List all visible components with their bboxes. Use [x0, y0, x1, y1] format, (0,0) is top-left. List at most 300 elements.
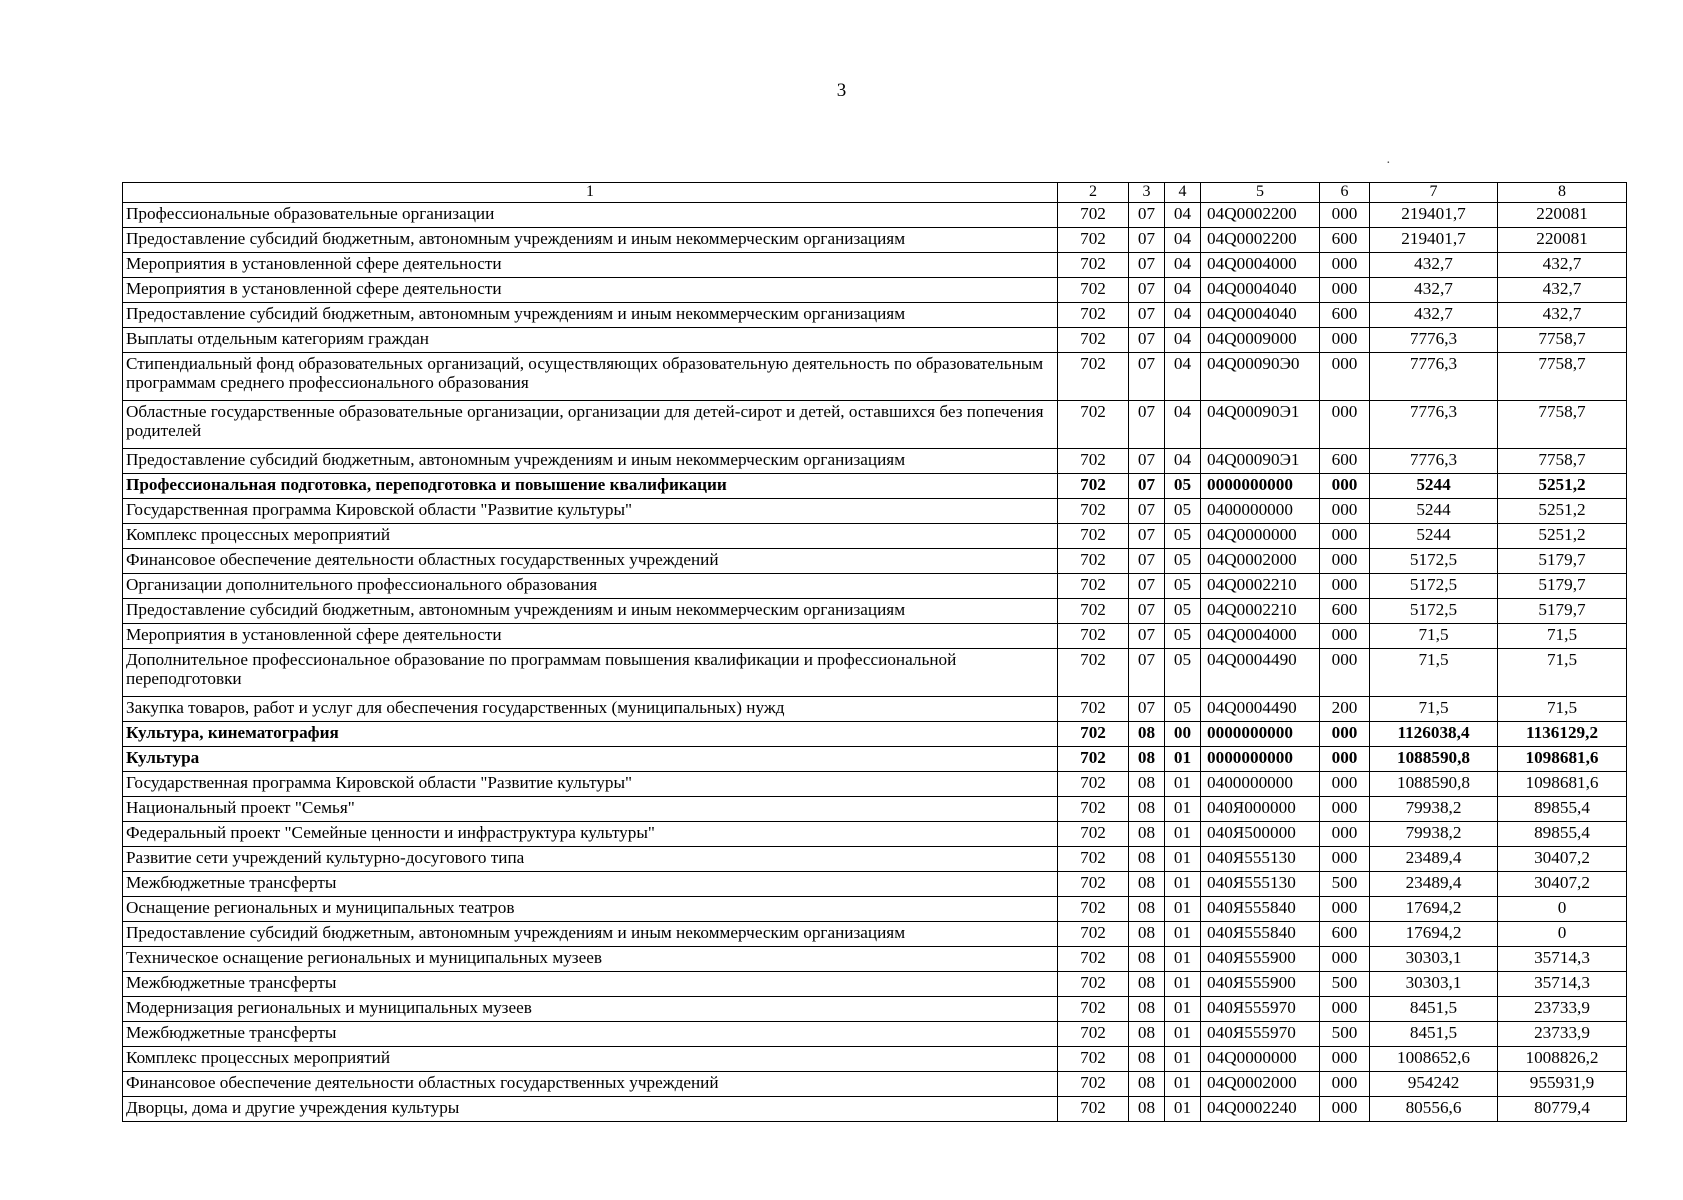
item-name-cell: Дополнительное профессиональное образование по программам повышения квалификации и профессиональной переподготовки [123, 649, 1058, 697]
item-name-cell: Стипендиальный фонд образовательных организаций, осуществляющих образовательную деятельность по образовательным программам среднего профессионального образования [123, 353, 1058, 401]
amount-year1-cell: 71,5 [1370, 624, 1498, 649]
amount-year1-cell: 432,7 [1370, 303, 1498, 328]
amount-year1-cell: 1088590,8 [1370, 772, 1498, 797]
amount-year1-cell: 5172,5 [1370, 574, 1498, 599]
expense-type-cell: 600 [1320, 449, 1370, 474]
scan-speck: · [1386, 156, 1391, 171]
target-article-cell: 04Q0002210 [1201, 599, 1320, 624]
amount-year2-cell: 35714,3 [1498, 947, 1627, 972]
table-row [123, 524, 1627, 549]
subsection-cell: 01 [1165, 772, 1201, 797]
subsection-cell: 05 [1165, 574, 1201, 599]
expense-type-cell: 000 [1320, 822, 1370, 847]
item-name-cell: Закупка товаров, работ и услуг для обеспечения государственных (муниципальных) нужд [123, 697, 1058, 722]
admin-code-cell: 702 [1058, 253, 1129, 278]
section-cell: 07 [1129, 474, 1165, 499]
subsection-cell: 05 [1165, 524, 1201, 549]
expense-type-cell: 600 [1320, 599, 1370, 624]
header-cell: 6 [1320, 183, 1370, 203]
expense-type-cell: 500 [1320, 872, 1370, 897]
section-cell: 07 [1129, 401, 1165, 449]
target-article-cell: 04Q0002000 [1201, 1072, 1320, 1097]
table-row [123, 1047, 1627, 1072]
expense-type-cell: 000 [1320, 897, 1370, 922]
admin-code-cell: 702 [1058, 401, 1129, 449]
item-name-cell: Предоставление субсидий бюджетным, автономным учреждениям и иным некоммерческим организациям [123, 599, 1058, 624]
item-name-cell: Финансовое обеспечение деятельности областных государственных учреждений [123, 1072, 1058, 1097]
subsection-cell: 01 [1165, 847, 1201, 872]
section-cell: 07 [1129, 449, 1165, 474]
section-cell: 07 [1129, 278, 1165, 303]
amount-year2-cell: 432,7 [1498, 303, 1627, 328]
amount-year1-cell: 71,5 [1370, 697, 1498, 722]
section-cell: 08 [1129, 772, 1165, 797]
table-row [123, 499, 1627, 524]
item-name-cell: Профессиональная подготовка, переподготовка и повышение квалификации [123, 474, 1058, 499]
section-cell: 07 [1129, 649, 1165, 697]
table-row [123, 353, 1627, 401]
section-cell: 08 [1129, 847, 1165, 872]
amount-year2-cell: 23733,9 [1498, 997, 1627, 1022]
expense-type-cell: 000 [1320, 772, 1370, 797]
amount-year1-cell: 7776,3 [1370, 328, 1498, 353]
section-cell: 07 [1129, 203, 1165, 228]
subsection-cell: 00 [1165, 722, 1201, 747]
amount-year2-cell: 1098681,6 [1498, 772, 1627, 797]
amount-year2-cell: 35714,3 [1498, 972, 1627, 997]
section-cell: 08 [1129, 947, 1165, 972]
amount-year1-cell: 5244 [1370, 524, 1498, 549]
amount-year2-cell: 0 [1498, 922, 1627, 947]
expense-type-cell: 000 [1320, 549, 1370, 574]
amount-year2-cell: 5251,2 [1498, 524, 1627, 549]
target-article-cell: 0400000000 [1201, 499, 1320, 524]
expense-type-cell: 600 [1320, 303, 1370, 328]
amount-year1-cell: 71,5 [1370, 649, 1498, 697]
item-name-cell: Национальный проект "Семья" [123, 797, 1058, 822]
header-cell: 8 [1498, 183, 1627, 203]
subsection-cell: 01 [1165, 922, 1201, 947]
target-article-cell: 04Q0002200 [1201, 228, 1320, 253]
expense-type-cell: 000 [1320, 947, 1370, 972]
section-cell: 08 [1129, 822, 1165, 847]
expense-type-cell: 000 [1320, 278, 1370, 303]
amount-year2-cell: 220081 [1498, 203, 1627, 228]
section-cell: 08 [1129, 1072, 1165, 1097]
admin-code-cell: 702 [1058, 228, 1129, 253]
admin-code-cell: 702 [1058, 722, 1129, 747]
admin-code-cell: 702 [1058, 278, 1129, 303]
section-cell: 08 [1129, 1097, 1165, 1122]
amount-year2-cell: 5251,2 [1498, 499, 1627, 524]
amount-year1-cell: 219401,7 [1370, 228, 1498, 253]
item-name-cell: Мероприятия в установленной сфере деятельности [123, 278, 1058, 303]
section-cell: 08 [1129, 1022, 1165, 1047]
table-row [123, 722, 1627, 747]
expense-type-cell: 000 [1320, 353, 1370, 401]
admin-code-cell: 702 [1058, 1022, 1129, 1047]
target-article-cell: 04Q0004000 [1201, 253, 1320, 278]
amount-year1-cell: 23489,4 [1370, 872, 1498, 897]
item-name-cell: Оснащение региональных и муниципальных театров [123, 897, 1058, 922]
target-article-cell: 04Q00090Э1 [1201, 449, 1320, 474]
target-article-cell: 0400000000 [1201, 772, 1320, 797]
target-article-cell: 04Q0002000 [1201, 549, 1320, 574]
admin-code-cell: 702 [1058, 772, 1129, 797]
section-cell: 08 [1129, 797, 1165, 822]
expense-type-cell: 000 [1320, 574, 1370, 599]
admin-code-cell: 702 [1058, 697, 1129, 722]
section-cell: 07 [1129, 524, 1165, 549]
page-number: 3 [836, 80, 847, 101]
amount-year2-cell: 89855,4 [1498, 822, 1627, 847]
table-row [123, 401, 1627, 449]
item-name-cell: Профессиональные образовательные организации [123, 203, 1058, 228]
item-name-cell: Организации дополнительного профессионального образования [123, 574, 1058, 599]
expense-type-cell: 000 [1320, 847, 1370, 872]
table-row [123, 972, 1627, 997]
header-cell: 7 [1370, 183, 1498, 203]
expense-type-cell: 600 [1320, 922, 1370, 947]
admin-code-cell: 702 [1058, 747, 1129, 772]
table-row [123, 228, 1627, 253]
table-row [123, 847, 1627, 872]
amount-year1-cell: 17694,2 [1370, 897, 1498, 922]
item-name-cell: Финансовое обеспечение деятельности областных государственных учреждений [123, 549, 1058, 574]
amount-year1-cell: 5172,5 [1370, 549, 1498, 574]
target-article-cell: 04Q0000000 [1201, 1047, 1320, 1072]
amount-year2-cell: 5179,7 [1498, 574, 1627, 599]
item-name-cell: Комплекс процессных мероприятий [123, 524, 1058, 549]
admin-code-cell: 702 [1058, 1097, 1129, 1122]
expense-type-cell: 000 [1320, 1047, 1370, 1072]
amount-year2-cell: 7758,7 [1498, 353, 1627, 401]
expense-type-cell: 000 [1320, 253, 1370, 278]
amount-year2-cell: 30407,2 [1498, 872, 1627, 897]
section-cell: 08 [1129, 997, 1165, 1022]
subsection-cell: 04 [1165, 449, 1201, 474]
section-cell: 07 [1129, 624, 1165, 649]
header-cell: 4 [1165, 183, 1201, 203]
target-article-cell: 04Q0002200 [1201, 203, 1320, 228]
subsection-cell: 04 [1165, 328, 1201, 353]
target-article-cell: 040Я555970 [1201, 997, 1320, 1022]
expense-type-cell: 000 [1320, 499, 1370, 524]
subsection-cell: 05 [1165, 649, 1201, 697]
expense-type-cell: 000 [1320, 649, 1370, 697]
section-cell: 07 [1129, 228, 1165, 253]
table-row [123, 624, 1627, 649]
expense-type-cell: 600 [1320, 228, 1370, 253]
table-row [123, 922, 1627, 947]
subsection-cell: 01 [1165, 822, 1201, 847]
table-row [123, 649, 1627, 697]
amount-year2-cell: 0 [1498, 897, 1627, 922]
item-name-cell: Культура [123, 747, 1058, 772]
item-name-cell: Предоставление субсидий бюджетным, автономным учреждениям и иным некоммерческим организациям [123, 303, 1058, 328]
item-name-cell: Мероприятия в установленной сфере деятельности [123, 253, 1058, 278]
table-row [123, 599, 1627, 624]
subsection-cell: 01 [1165, 1097, 1201, 1122]
target-article-cell: 040Я555130 [1201, 872, 1320, 897]
section-cell: 08 [1129, 922, 1165, 947]
item-name-cell: Межбюджетные трансферты [123, 872, 1058, 897]
subsection-cell: 05 [1165, 474, 1201, 499]
section-cell: 08 [1129, 872, 1165, 897]
table-row [123, 253, 1627, 278]
amount-year2-cell: 1008826,2 [1498, 1047, 1627, 1072]
section-cell: 07 [1129, 499, 1165, 524]
section-cell: 08 [1129, 747, 1165, 772]
subsection-cell: 04 [1165, 303, 1201, 328]
target-article-cell: 040Я000000 [1201, 797, 1320, 822]
target-article-cell: 04Q0004000 [1201, 624, 1320, 649]
target-article-cell: 04Q00090Э0 [1201, 353, 1320, 401]
table-row [123, 574, 1627, 599]
admin-code-cell: 702 [1058, 328, 1129, 353]
subsection-cell: 01 [1165, 997, 1201, 1022]
admin-code-cell: 702 [1058, 624, 1129, 649]
table-row [123, 278, 1627, 303]
admin-code-cell: 702 [1058, 872, 1129, 897]
expense-type-cell: 000 [1320, 328, 1370, 353]
admin-code-cell: 702 [1058, 474, 1129, 499]
amount-year1-cell: 5244 [1370, 499, 1498, 524]
expense-type-cell: 000 [1320, 474, 1370, 499]
amount-year1-cell: 954242 [1370, 1072, 1498, 1097]
table-row [123, 303, 1627, 328]
table-row [123, 997, 1627, 1022]
target-article-cell: 040Я555840 [1201, 897, 1320, 922]
item-name-cell: Модернизация региональных и муниципальных музеев [123, 997, 1058, 1022]
section-cell: 07 [1129, 697, 1165, 722]
subsection-cell: 04 [1165, 253, 1201, 278]
subsection-cell: 01 [1165, 872, 1201, 897]
subsection-cell: 05 [1165, 549, 1201, 574]
amount-year1-cell: 1088590,8 [1370, 747, 1498, 772]
amount-year1-cell: 79938,2 [1370, 822, 1498, 847]
admin-code-cell: 702 [1058, 897, 1129, 922]
admin-code-cell: 702 [1058, 524, 1129, 549]
target-article-cell: 040Я555900 [1201, 947, 1320, 972]
target-article-cell: 040Я555840 [1201, 922, 1320, 947]
expense-type-cell: 200 [1320, 697, 1370, 722]
admin-code-cell: 702 [1058, 499, 1129, 524]
expense-type-cell: 000 [1320, 524, 1370, 549]
subsection-cell: 04 [1165, 353, 1201, 401]
section-cell: 08 [1129, 897, 1165, 922]
admin-code-cell: 702 [1058, 549, 1129, 574]
expense-type-cell: 000 [1320, 722, 1370, 747]
target-article-cell: 040Я500000 [1201, 822, 1320, 847]
admin-code-cell: 702 [1058, 353, 1129, 401]
admin-code-cell: 702 [1058, 303, 1129, 328]
item-name-cell: Федеральный проект "Семейные ценности и инфраструктура культуры" [123, 822, 1058, 847]
expense-type-cell: 000 [1320, 401, 1370, 449]
amount-year1-cell: 219401,7 [1370, 203, 1498, 228]
admin-code-cell: 702 [1058, 1047, 1129, 1072]
subsection-cell: 05 [1165, 624, 1201, 649]
expense-type-cell: 000 [1320, 624, 1370, 649]
subsection-cell: 01 [1165, 1072, 1201, 1097]
header-cell: 3 [1129, 183, 1165, 203]
expense-type-cell: 000 [1320, 1097, 1370, 1122]
admin-code-cell: 702 [1058, 997, 1129, 1022]
section-cell: 07 [1129, 549, 1165, 574]
target-article-cell: 04Q0004490 [1201, 649, 1320, 697]
table-row [123, 747, 1627, 772]
admin-code-cell: 702 [1058, 649, 1129, 697]
amount-year1-cell: 23489,4 [1370, 847, 1498, 872]
item-name-cell: Мероприятия в установленной сфере деятельности [123, 624, 1058, 649]
target-article-cell: 04Q0002210 [1201, 574, 1320, 599]
amount-year1-cell: 80556,6 [1370, 1097, 1498, 1122]
amount-year2-cell: 89855,4 [1498, 797, 1627, 822]
section-cell: 07 [1129, 303, 1165, 328]
subsection-cell: 01 [1165, 897, 1201, 922]
amount-year2-cell: 5179,7 [1498, 549, 1627, 574]
subsection-cell: 01 [1165, 747, 1201, 772]
admin-code-cell: 702 [1058, 947, 1129, 972]
table-row [123, 1022, 1627, 1047]
header-row [123, 183, 1627, 203]
subsection-cell: 04 [1165, 401, 1201, 449]
item-name-cell: Государственная программа Кировской области "Развитие культуры" [123, 772, 1058, 797]
expense-type-cell: 000 [1320, 1072, 1370, 1097]
amount-year2-cell: 7758,7 [1498, 401, 1627, 449]
table-row [123, 697, 1627, 722]
target-article-cell: 040Я555900 [1201, 972, 1320, 997]
expense-type-cell: 000 [1320, 203, 1370, 228]
table-row [123, 947, 1627, 972]
amount-year1-cell: 432,7 [1370, 253, 1498, 278]
table-row [123, 872, 1627, 897]
target-article-cell: 04Q0004040 [1201, 278, 1320, 303]
amount-year1-cell: 432,7 [1370, 278, 1498, 303]
amount-year2-cell: 432,7 [1498, 253, 1627, 278]
amount-year2-cell: 1098681,6 [1498, 747, 1627, 772]
target-article-cell: 04Q0002240 [1201, 1097, 1320, 1122]
item-name-cell: Межбюджетные трансферты [123, 1022, 1058, 1047]
admin-code-cell: 702 [1058, 797, 1129, 822]
amount-year2-cell: 7758,7 [1498, 328, 1627, 353]
table-row [123, 797, 1627, 822]
target-article-cell: 0000000000 [1201, 474, 1320, 499]
amount-year1-cell: 30303,1 [1370, 972, 1498, 997]
amount-year1-cell: 8451,5 [1370, 1022, 1498, 1047]
amount-year2-cell: 23733,9 [1498, 1022, 1627, 1047]
expense-type-cell: 000 [1320, 797, 1370, 822]
amount-year2-cell: 432,7 [1498, 278, 1627, 303]
subsection-cell: 04 [1165, 278, 1201, 303]
subsection-cell: 04 [1165, 228, 1201, 253]
amount-year1-cell: 5172,5 [1370, 599, 1498, 624]
section-cell: 08 [1129, 972, 1165, 997]
admin-code-cell: 702 [1058, 847, 1129, 872]
table-row [123, 328, 1627, 353]
header-cell: 1 [123, 183, 1058, 203]
table-row [123, 549, 1627, 574]
table-body [123, 203, 1627, 1122]
item-name-cell: Межбюджетные трансферты [123, 972, 1058, 997]
subsection-cell: 01 [1165, 972, 1201, 997]
header-cell: 5 [1201, 183, 1320, 203]
item-name-cell: Предоставление субсидий бюджетным, автономным учреждениям и иным некоммерческим организациям [123, 449, 1058, 474]
subsection-cell: 04 [1165, 203, 1201, 228]
subsection-cell: 01 [1165, 1047, 1201, 1072]
amount-year2-cell: 5179,7 [1498, 599, 1627, 624]
admin-code-cell: 702 [1058, 922, 1129, 947]
target-article-cell: 0000000000 [1201, 747, 1320, 772]
subsection-cell: 01 [1165, 797, 1201, 822]
section-cell: 07 [1129, 599, 1165, 624]
item-name-cell: Дворцы, дома и другие учреждения культуры [123, 1097, 1058, 1122]
amount-year2-cell: 7758,7 [1498, 449, 1627, 474]
table-row [123, 897, 1627, 922]
item-name-cell: Выплаты отдельным категориям граждан [123, 328, 1058, 353]
item-name-cell: Развитие сети учреждений культурно-досугового типа [123, 847, 1058, 872]
amount-year1-cell: 5244 [1370, 474, 1498, 499]
section-cell: 07 [1129, 253, 1165, 278]
amount-year1-cell: 1008652,6 [1370, 1047, 1498, 1072]
amount-year1-cell: 17694,2 [1370, 922, 1498, 947]
section-cell: 07 [1129, 328, 1165, 353]
amount-year1-cell: 7776,3 [1370, 449, 1498, 474]
table-row [123, 822, 1627, 847]
expense-type-cell: 000 [1320, 997, 1370, 1022]
item-name-cell: Государственная программа Кировской области "Развитие культуры" [123, 499, 1058, 524]
amount-year1-cell: 8451,5 [1370, 997, 1498, 1022]
admin-code-cell: 702 [1058, 599, 1129, 624]
table-row [123, 203, 1627, 228]
amount-year2-cell: 5251,2 [1498, 474, 1627, 499]
amount-year2-cell: 71,5 [1498, 697, 1627, 722]
subsection-cell: 05 [1165, 499, 1201, 524]
section-cell: 08 [1129, 722, 1165, 747]
target-article-cell: 04Q0000000 [1201, 524, 1320, 549]
subsection-cell: 01 [1165, 1022, 1201, 1047]
table-row [123, 449, 1627, 474]
amount-year1-cell: 30303,1 [1370, 947, 1498, 972]
table-row [123, 772, 1627, 797]
admin-code-cell: 702 [1058, 203, 1129, 228]
target-article-cell: 04Q0009000 [1201, 328, 1320, 353]
amount-year2-cell: 80779,4 [1498, 1097, 1627, 1122]
section-cell: 07 [1129, 353, 1165, 401]
amount-year1-cell: 1126038,4 [1370, 722, 1498, 747]
expense-type-cell: 500 [1320, 972, 1370, 997]
admin-code-cell: 702 [1058, 822, 1129, 847]
table-row [123, 1097, 1627, 1122]
target-article-cell: 0000000000 [1201, 722, 1320, 747]
item-name-cell: Областные государственные образовательные организации, организации для детей-сирот и детей, оставшихся без попечения родителей [123, 401, 1058, 449]
table-row [123, 1072, 1627, 1097]
amount-year2-cell: 955931,9 [1498, 1072, 1627, 1097]
item-name-cell: Комплекс процессных мероприятий [123, 1047, 1058, 1072]
table-row [123, 474, 1627, 499]
target-article-cell: 04Q0004040 [1201, 303, 1320, 328]
expense-type-cell: 500 [1320, 1022, 1370, 1047]
admin-code-cell: 702 [1058, 449, 1129, 474]
amount-year2-cell: 220081 [1498, 228, 1627, 253]
target-article-cell: 040Я555970 [1201, 1022, 1320, 1047]
item-name-cell: Культура, кинематография [123, 722, 1058, 747]
admin-code-cell: 702 [1058, 1072, 1129, 1097]
admin-code-cell: 702 [1058, 574, 1129, 599]
amount-year2-cell: 1136129,2 [1498, 722, 1627, 747]
item-name-cell: Предоставление субсидий бюджетным, автономным учреждениям и иным некоммерческим организациям [123, 228, 1058, 253]
target-article-cell: 04Q00090Э1 [1201, 401, 1320, 449]
